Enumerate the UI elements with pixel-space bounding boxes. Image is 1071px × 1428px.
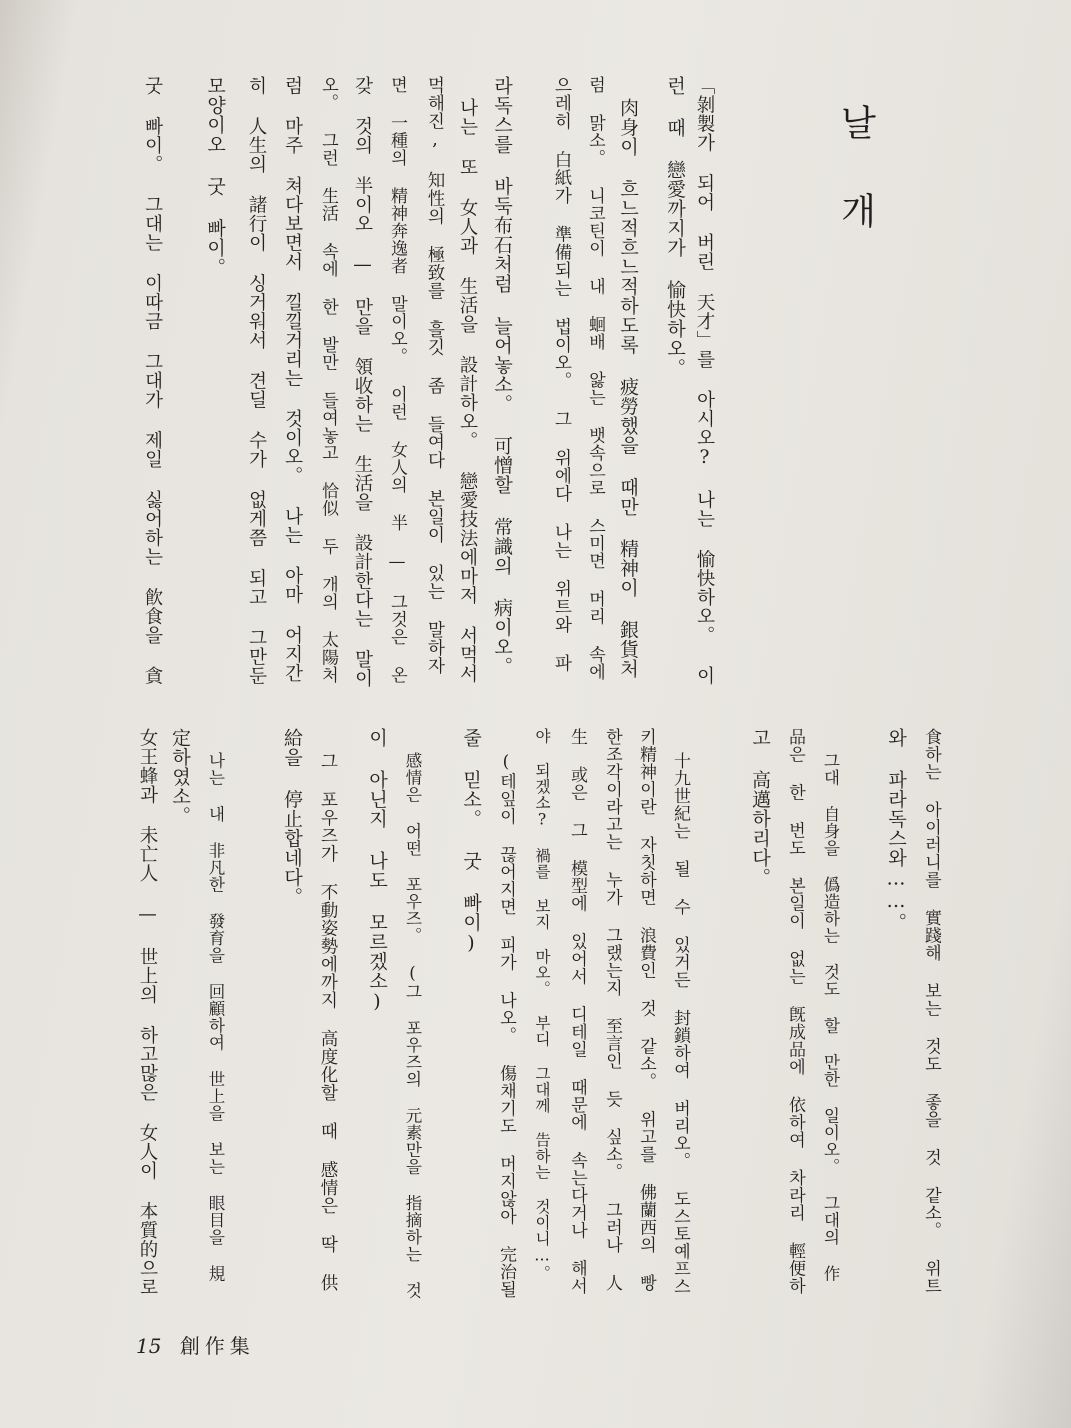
lower-column-10: 야 되겠소? 禍를 보지 마오。 부디 그대께 告하는 것이니…。 [533, 728, 551, 1281]
lower-column-1: 食하는 아이러니를 實踐해 보는 것도 좋을 것 같소。 위트 [921, 728, 941, 1295]
lower-column-15: 그 포우즈가 不動姿勢에까지 高度化할 때 感情은 딱 供 [318, 752, 338, 1292]
upper-column-7: 나는 또 女人과 生活을 設計하오。 戀愛技法에마저 서먹서 [457, 98, 478, 683]
upper-column-15: 굿 빠이。 그대는 이따금 그대가 제일 싫어하는 飮食을 貪 [142, 76, 163, 685]
lower-column-5: 고 高邁하리다。 [749, 728, 771, 887]
upper-column-9: 면 一種의 精神奔逸者 말이오。 이런 女人의 半 — 그것은 온 [387, 76, 407, 684]
upper-column-6: 라독스를 바둑布石처럼 늘어놓소。 可憎할 常識의 病이오。 [491, 76, 513, 676]
lower-column-19: 女王蜂과 未亡人 — 世上의 하고많은 女人이 本質的으로 [137, 728, 158, 1297]
lower-column-8: 한조각이라고는 누가 그랬는지 至言인 듯 싶소。 그러나 人 [602, 728, 622, 1292]
upper-column-12: 럼 마주 쳐다보면서 낄낄거리는 것이오。 나는 아마 어지간 [282, 76, 303, 683]
page-footer [136, 1330, 286, 1360]
lower-column-4: 品은 한 번도 본일이 없는 旣成品에 依하여 차라리 輕便하 [785, 728, 805, 1295]
upper-column-8: 먹해진, 知性의 極致를 흘깃 좀 들여다 본일이 있는 말하자 [425, 76, 445, 675]
lower-column-9: 生 或은 그 模型에 있어서 디테일 때문에 속는다거나 해서 [567, 728, 587, 1295]
chapter-title: 날개 [835, 104, 876, 280]
lower-column-2: 와 파라독스와……。 [885, 728, 907, 932]
lower-column-13: 感情은 어떤 포우즈。 (그 포우즈의 元素만을 指摘하는 것 [403, 752, 422, 1299]
lower-column-7: 키精神이란 자칫하면 浪費인 것 같소。 위고를 佛蘭西의 빵 [636, 728, 656, 1292]
upper-column-13: 히 人生의 諸行이 싱거워서 견딜 수가 없게쯤 되고 그만둔 [246, 76, 267, 685]
lower-column-17: 나는 내 非凡한 發育을 回顧하여 世上을 보는 眼目을 規 [206, 752, 225, 1282]
upper-column-14: 모양이오 굿 빠이。 [204, 76, 226, 277]
upper-column-1: 「剝製가 되어 버린 天才」를 아시오? 나는 愉快하오。 이 [694, 76, 715, 685]
lower-column-11: (테잎이 끊어지면 피가 나오。 傷채기도 머지않아 完治될 [496, 752, 516, 1298]
upper-column-3: 肉身이 흐느적흐느적하도록 疲勞했을 때만 精神이 銀貨처 [617, 98, 639, 679]
page-number: 15 [136, 1334, 162, 1358]
lower-column-6: 十九世紀는 될 수 있거든 封鎖하여 버리오。 도스토예프스 [670, 752, 690, 1295]
book-title: 創作集 [179, 1334, 255, 1358]
upper-column-5: 으레히 白紙가 準備되는 법이오。 그 위에다 나는 위트와 파 [552, 76, 572, 672]
upper-column-2: 런 때 戀愛까지가 愉快하오。 [664, 76, 686, 378]
lower-column-14: 이 아닌지 나도 모르겠소) [366, 728, 388, 1013]
upper-column-4: 럼 맑소。 니코틴이 내 蛔배 앓는 뱃속으로 스미면 머리 속에 [585, 76, 605, 681]
lower-column-16: 給을 停止합네다。 [281, 728, 303, 907]
upper-column-10: 갖 것의 半이오 — 만을 領收하는 生活을 設計한다는 말이 [352, 76, 373, 688]
lower-column-18: 定하였소。 [169, 728, 191, 826]
lower-column-3: 그대 自身을 僞造하는 것도 할 만한 일이오。 그대의 作 [821, 752, 840, 1282]
lower-column-12: 줄 믿소。 굿 빠이) [460, 728, 482, 955]
upper-column-11: 오。 그런 生活 속에 한 발만 들여놓고 恰似 두 개의 太陽처 [318, 76, 338, 684]
